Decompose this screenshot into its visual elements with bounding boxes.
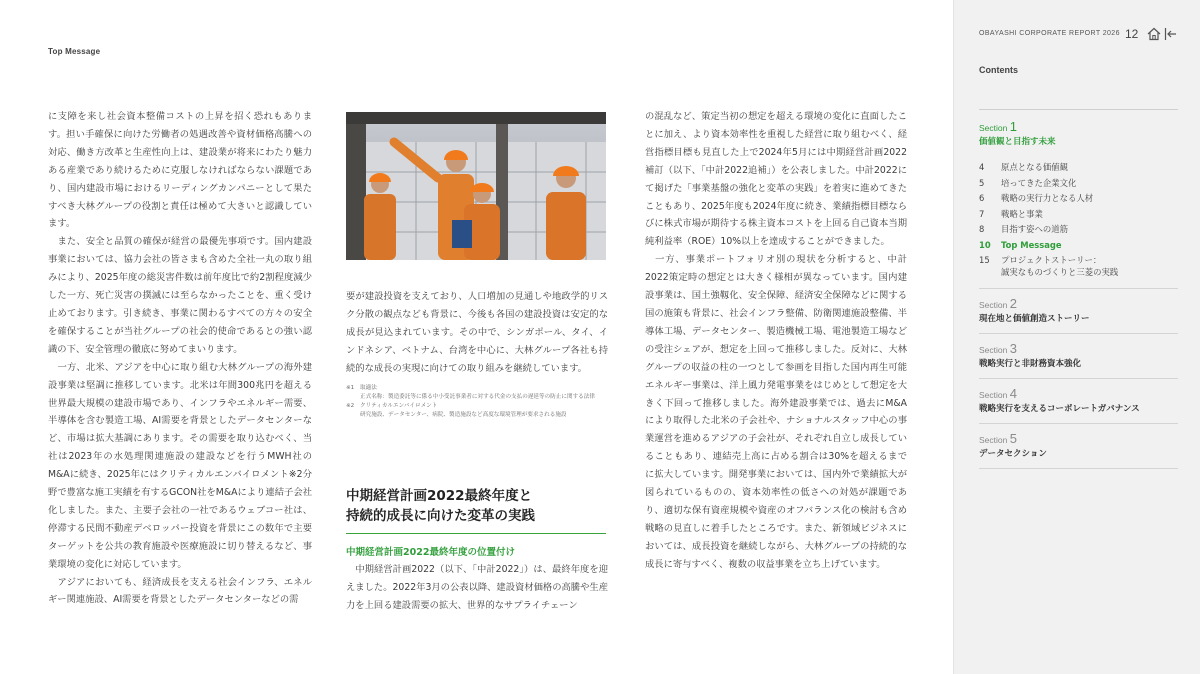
toc-item[interactable]: 5 培ってきた企業文化 xyxy=(979,177,1077,188)
toc-item[interactable]: 6 戦略の実行力となる人材 xyxy=(979,193,1094,203)
toc-item[interactable]: 15 プロジェクトストーリー： 誠実なものづくりと三菱の実践 xyxy=(979,255,1119,277)
contents-sidebar xyxy=(953,0,1200,674)
divider xyxy=(979,333,1178,334)
paragraph: に支障を来し社会資本整備コストの上昇を招く恐れもあります。担い手確保に向けた労働者の処遇改善や資材価格高騰への対応、働き方改革と生産性向上は、建設業が将来にわたり魅力ある産業であり続けるために克服しなければならない課題であり、国内建設市場におけるリーディングカンパニーとして果たすべき大林グループの役割と責任は極めて大きいと認識しています。 xyxy=(48,111,312,230)
toc-list xyxy=(979,160,1178,278)
section-link-1[interactable]: Section 1 価値観と目指す未来 xyxy=(979,119,1056,147)
section-link-4[interactable]: Section 4 戦略実行を支えるコーポレートガバナンス xyxy=(979,386,1140,414)
paragraph: アジアにおいても、経済成長を支える社会インフラ、エネルギー関連施設、AI需要を背景としたデータセンターなどの需 xyxy=(48,576,312,606)
page-number: 12 xyxy=(1125,27,1139,41)
divider xyxy=(979,288,1178,289)
body-column-2: 要が建設投資を支えており、人口増加の見通しや地政学的リスク分散の観点なども背景に、今後も各国の建設投資は安定的な成長が見込まれています。その中で、シンガポール、タイ、インドネシア、ベトナム、台湾を中心に、大林グループ各社も持続的な成長の実現に向けての取り組みを継続しています。 xyxy=(346,291,608,374)
body-column-1 xyxy=(48,108,312,609)
heading-divider xyxy=(346,533,606,534)
body-column-3 xyxy=(645,108,907,574)
section-label: Top Message xyxy=(48,47,101,56)
paragraph: の混乱など、策定当初の想定を超える環境の変化に直面したことに加え、より資本効率性を重視した経営に取り組むべく、経営指標目標も見直した上で2024年5月には中期経営計画2022 補訂（以下、「中計2022追補」）を公表しました。中計2022にて掲げた「事業基盤の強化と変革の実践」を着実に進めてきたこともあり、2025年度も2024年度に続き、業績指標目標ならびに株式市場が期待する株主資本コストを上回る自己資本当期純利益率（ROE）10%以上を達成することができました。 xyxy=(645,111,907,248)
divider xyxy=(979,109,1178,110)
paragraph: また、安全と品質の確保が経営の最優先事項です。国内建設事業においては、協力会社の皆さまも含めた全社一丸の取り組みにより、2025年度の総災害件数は前年度比で約2割程度減少した一方、死亡災害の撲滅には至らなかったことを、重く受け止めております。引き続き、事業に関わるすべての方々の安全を確保することが当社グループの社会的使命であるとの強い認識の下、安全管理の徹底に努めてまいります。 xyxy=(48,236,312,355)
divider xyxy=(979,468,1178,469)
footnote: ※2 クリティカルエンバイロメント xyxy=(346,403,438,409)
body-column-2b: 中期経営計画2022（以下、「中計2022」）は、最終年度を迎えました。2022年3月の公表以降、建設資材価格の高騰や生産力を上回る建設需要の拡大、世界的なサプライチェーン xyxy=(346,564,608,611)
toc-item-current[interactable]: 10 Top Message xyxy=(979,239,1062,250)
home-icon[interactable] xyxy=(1147,27,1161,41)
section-heading: 中期経営計画2022最終年度と 持続的成長に向けた変革の実践 xyxy=(346,488,535,524)
photo-illustration xyxy=(346,112,606,260)
footnote-text: 正式名称：製造委託等に係る中小受託事業者に対する代金の支払の遅延等の防止に関する法律 xyxy=(360,394,595,400)
section-link-5[interactable]: Section 5 データセクション xyxy=(979,431,1047,459)
paragraph: 一方、北米、アジアを中心に取り組む大林グループの海外建設事業は堅調に推移しています。北米は年間300兆円を超える世界最大規模の建設市場であり、インフラやエネルギー需要、半導体を含む製造工場、AI需要を背景としたデータセンターなど、市場は拡大基調にあります。その需要を取り込むべく、当社は2023年の水処理関連施設の建設などを行うMWH社のM&Aに続き、2025年にはクリティカルエンバイロメント※2分野で豊富な施工実績を有するGCON社をM&Aにより連結子会社化しました。また、主要子会社の一社であるウェブコー社は、停滞する民間不動産デベロッパー投資を背景にこの数年で主要ターゲットを公共の教育施設や医療施設に切り替えるなど、事業環境の変化に対応しています。 xyxy=(48,361,312,570)
toc-item[interactable]: 7 戦略と事業 xyxy=(979,208,1043,219)
section-link-3[interactable]: Section 3 戦略実行と非財務資本強化 xyxy=(979,341,1082,369)
section-link-2[interactable]: Section 2 現在地と価値創造ストーリー xyxy=(979,296,1090,324)
divider xyxy=(979,423,1178,424)
report-title: OBAYASHI CORPORATE REPORT 2026 xyxy=(979,30,1120,37)
construction-workers-photo xyxy=(346,112,606,260)
divider xyxy=(979,378,1178,379)
paragraph: 一方、事業ポートフォリオ別の現状を分析すると、中計2022策定時の想定とは大きく様相が異なっています。国内建設事業は、国土強靱化、安全保障、経済安全保障などに関する国の施策も背景に、社会インフラ整備、防衛関連施設整備、半導体工場、データセンター、製造機械工場、電池製造工場などの受注シェアが、想定を上回って推移しました。反対に、大林グループの収益の柱の一つとして参画を目指した国内再生可能エネルギー事業は、洋上風力発電事業をはじめとして想定を大きく下回って推移しました。海外建設事業では、過去にM&Aにより取得した北米の子会社や、ナショナルスタッフ中心の事業運営を進めるアジアの子会社が、それぞれ自立し成長していることもあり、連結売上高に占める割合は30%を超えるまでに拡大しています。開発事業においては、国内外で業績拡大が図られているものの、資本効率性の低さへの対処が課題であり、適切な保有資産規模や資産のオフバランス化の検討も含め戦略の見直しに着手したところです。また、新領域ビジネスにおいては、成長投資を継続しながら、大林グループの持続的な成長に寄与すべく、複数の収益事業を立ち上げています。 xyxy=(645,254,907,570)
back-icon[interactable] xyxy=(1164,27,1177,41)
footnote: ※1 取適法 xyxy=(346,385,377,391)
toc-item[interactable]: 8 目指す姿への道筋 xyxy=(979,224,1068,234)
footnote-text: 研究施設、データセンター、病院、製造施設など高度な環境管理が要求される施設 xyxy=(360,412,567,418)
contents-title: Contents xyxy=(979,65,1018,75)
toc-item[interactable]: 4 原点となる価値観 xyxy=(979,162,1068,172)
subheading: 中期経営計画2022最終年度の位置付け xyxy=(346,547,515,558)
footnotes xyxy=(346,384,608,420)
